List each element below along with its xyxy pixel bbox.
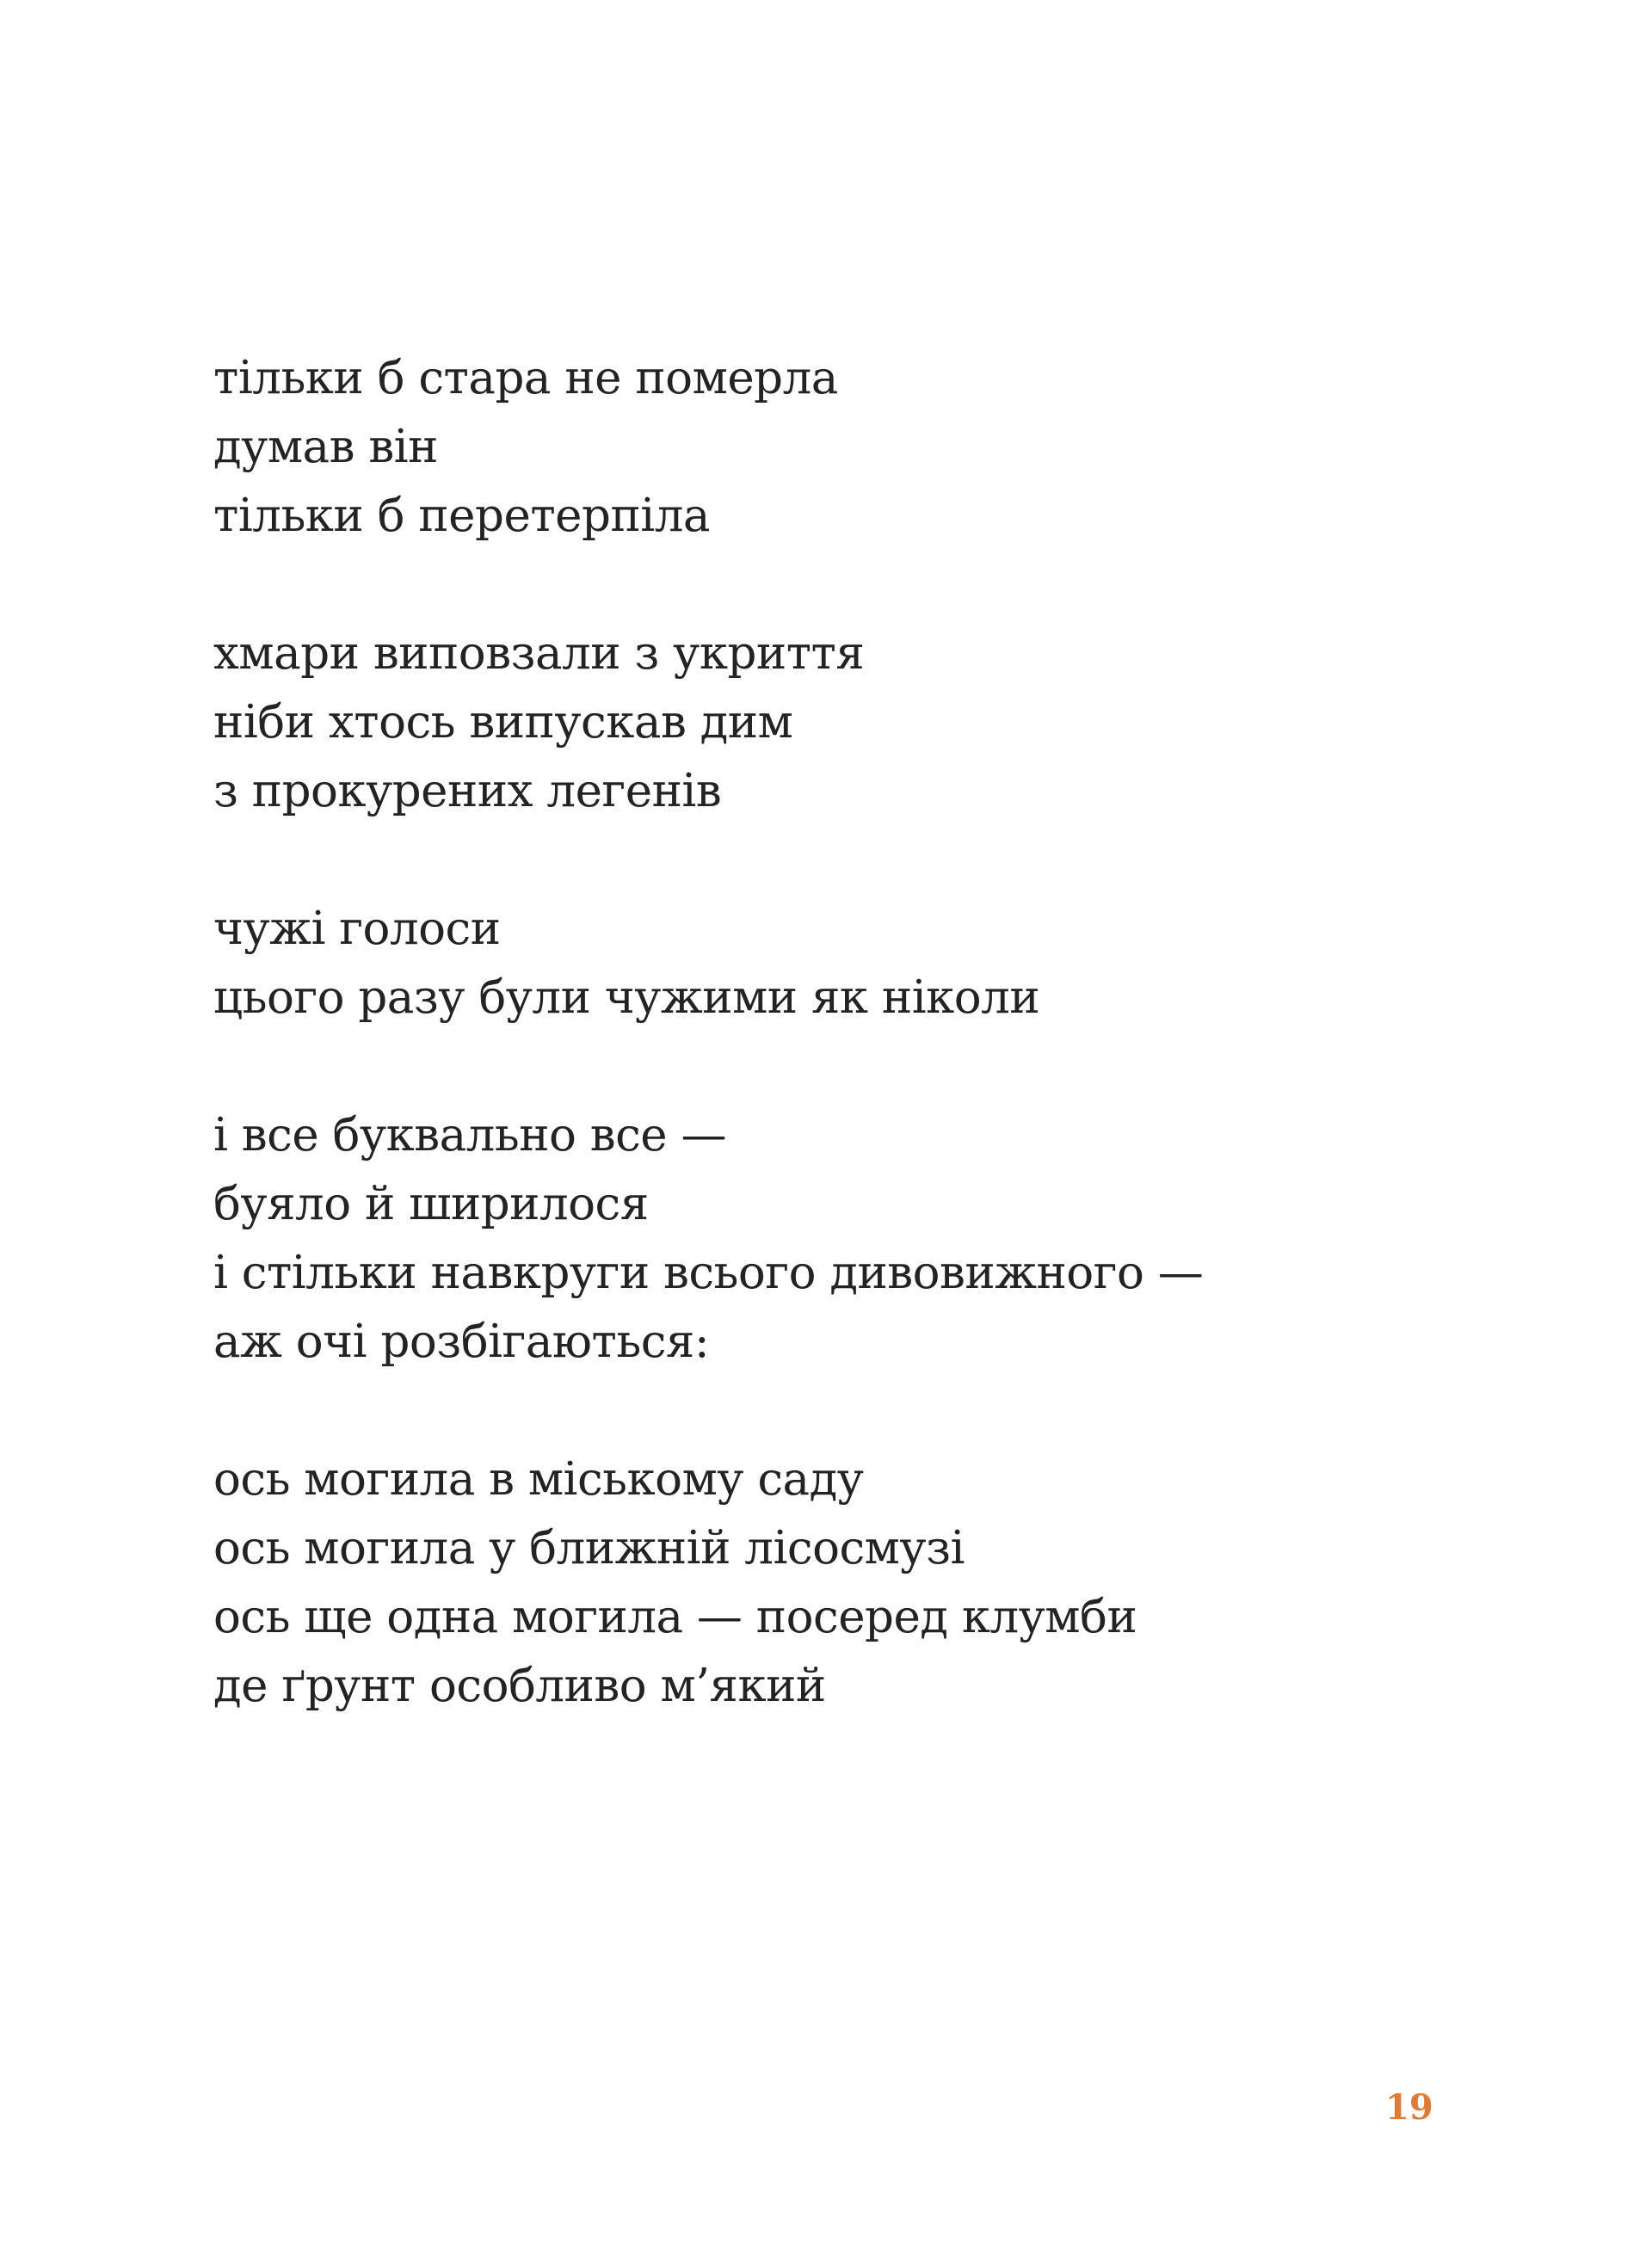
poem-line: тільки б перетерпіла <box>213 490 710 542</box>
poem <box>213 344 1504 1790</box>
poem-line: буяло й ширилося <box>213 1178 649 1230</box>
poem-line: ніби хтось випускав дим <box>213 696 793 749</box>
poem-line: з прокурених легенів <box>213 765 722 817</box>
poem-line: тільки б стара не померла <box>213 352 838 404</box>
stanza-4 <box>213 1101 1504 1377</box>
poem-line: і стільки навкруги всього дивовижного — <box>213 1247 1204 1299</box>
stanza-3 <box>213 895 1504 1032</box>
poem-line: аж очі розбігаються: <box>213 1316 710 1368</box>
stanza-1 <box>213 344 1504 551</box>
poem-line: і все буквально все — <box>213 1109 727 1162</box>
poem-line: ось могила в міському саду <box>213 1453 864 1506</box>
poem-line: де ґрунт особливо м’який <box>213 1660 826 1712</box>
poem-line: цього разу були чужими як ніколи <box>213 971 1040 1024</box>
poem-line: чужі голоси <box>213 903 501 955</box>
poem-line: ось могила у ближній лісосмузі <box>213 1522 965 1574</box>
poem-line: думав він <box>213 421 438 473</box>
poem-line: хмари виповзали з укриття <box>213 627 865 680</box>
page-number: 19 <box>1385 2087 1433 2128</box>
poem-line: ось ще одна могила — посеред клумби <box>213 1591 1137 1643</box>
stanza-5 <box>213 1445 1504 1721</box>
stanza-2 <box>213 619 1504 826</box>
